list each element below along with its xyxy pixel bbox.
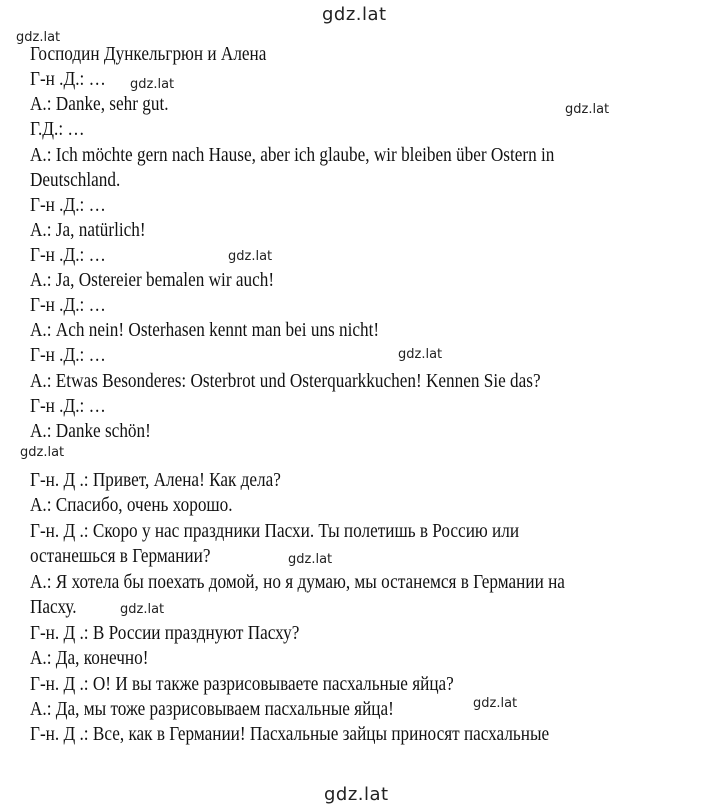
dialogue-line: А.: Etwas Besonderes: Osterbrot und Osterquarkkuchen! Kennen Sie das? — [30, 370, 541, 392]
translation-line: А.: Я хотела бы поехать домой, но я думаю, мы останемся в Германии на — [30, 571, 565, 593]
translation-line: Г-н. Д .: О! И вы также разрисовываете пасхальные яйца? — [30, 673, 454, 695]
watermark: gdz.lat — [565, 102, 610, 117]
watermark-top: gdz.lat — [322, 4, 387, 25]
translation-line: Пасху. — [30, 596, 77, 618]
translation-line: Г-н. Д .: Все, как в Германии! Пасхальные зайцы приносят пасхальные — [30, 723, 550, 745]
dialogue-line: А.: Danke schön! — [30, 420, 151, 442]
dialogue-line: Г-н .Д.: … — [30, 68, 106, 90]
dialogue-line: Г-н .Д.: … — [30, 294, 106, 316]
translation-line: Г-н. Д .: Привет, Алена! Как дела? — [30, 469, 281, 491]
translation-line: Г-н. Д .: Скоро у нас праздники Пасхи. Ты полетишь в Россию или — [30, 520, 520, 542]
watermark: gdz.lat — [16, 30, 61, 45]
watermark: gdz.lat — [398, 347, 443, 362]
dialogue-line: А.: Ja, natürlich! — [30, 219, 146, 241]
dialogue-title: Господин Дункельгрюн и Алена — [30, 43, 267, 65]
dialogue-line: А.: Ach nein! Osterhasen kennt man bei uns nicht! — [30, 319, 380, 341]
translation-line: останешься в Германии? — [30, 545, 211, 567]
dialogue-line: Г-н .Д.: … — [30, 344, 106, 366]
dialogue-line: А.: Ja, Ostereier bemalen wir auch! — [30, 269, 275, 291]
watermark: gdz.lat — [473, 696, 518, 711]
translation-line: А.: Да, конечно! — [30, 647, 149, 669]
dialogue-line: А.: Ich möchte gern nach Hause, aber ich glaube, wir bleiben über Ostern in — [30, 144, 555, 166]
watermark: gdz.lat — [288, 552, 333, 567]
dialogue-line: А.: Danke, sehr gut. — [30, 93, 169, 115]
translation-line: А.: Да, мы тоже разрисовываем пасхальные яйца! — [30, 698, 394, 720]
dialogue-line: Г-н .Д.: … — [30, 194, 106, 216]
watermark: gdz.lat — [228, 249, 273, 264]
watermark: gdz.lat — [130, 77, 175, 92]
translation-line: Г-н. Д .: В России празднуют Пасху? — [30, 622, 300, 644]
dialogue-line: Г-н .Д.: … — [30, 395, 106, 417]
translation-line: А.: Спасибо, очень хорошо. — [30, 494, 233, 516]
watermark: gdz.lat — [20, 445, 65, 460]
dialogue-line: Г-н .Д.: … — [30, 244, 106, 266]
watermark-bottom: gdz.lat — [324, 784, 389, 805]
dialogue-line: Г.Д.: … — [30, 118, 85, 140]
dialogue-line: Deutschland. — [30, 169, 121, 191]
watermark: gdz.lat — [120, 602, 165, 617]
